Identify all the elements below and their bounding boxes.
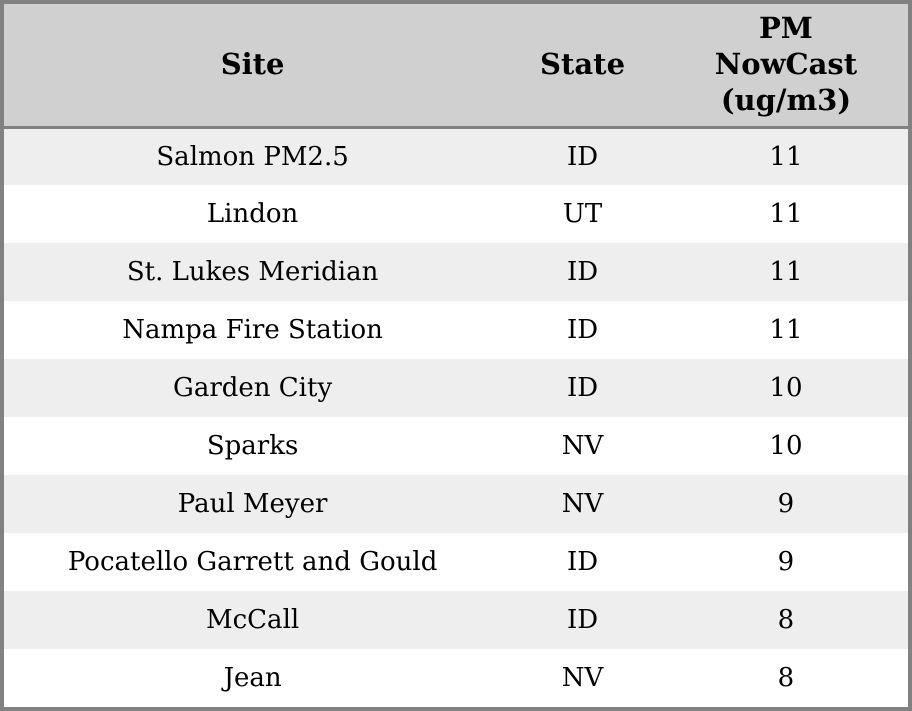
pm-nowcast-cell: 11 <box>769 257 803 287</box>
site-cell: Garden City <box>173 373 333 403</box>
site-cell: Sparks <box>206 431 299 461</box>
state-cell: ID <box>566 605 599 635</box>
table-row <box>4 243 908 301</box>
table-body <box>4 127 908 707</box>
pm-nowcast-cell: 11 <box>769 199 803 229</box>
data-table <box>4 4 908 707</box>
table-row <box>4 649 908 707</box>
site-cell: Nampa Fire Station <box>122 315 383 345</box>
column-header-pm-nowcast <box>664 4 908 127</box>
table-header <box>4 4 908 127</box>
pm-nowcast-cell: 11 <box>769 315 803 345</box>
table-row <box>4 185 908 243</box>
state-cell: ID <box>566 315 599 345</box>
pm-nowcast-cell: 8 <box>777 605 795 635</box>
site-cell: McCall <box>205 605 300 635</box>
table-row <box>4 475 908 533</box>
header-row <box>4 4 908 127</box>
site-cell: Jean <box>223 663 282 693</box>
pm-nowcast-cell: 10 <box>769 373 803 403</box>
site-cell: Pocatello Garrett and Gould <box>67 547 438 577</box>
state-cell: ID <box>566 257 599 287</box>
pm-nowcast-cell: 8 <box>777 663 795 693</box>
state-cell: ID <box>566 141 599 172</box>
site-cell: Salmon PM2.5 <box>156 141 349 172</box>
state-cell: NV <box>561 663 604 693</box>
pm-header-line-1: PM <box>758 10 813 45</box>
table-row <box>4 417 908 475</box>
column-header-state: State <box>501 4 664 127</box>
table-row <box>4 591 908 649</box>
table-row <box>4 359 908 417</box>
pm-nowcast-cell: 10 <box>769 431 803 461</box>
state-cell: NV <box>561 489 604 519</box>
pm-nowcast-cell: 11 <box>769 141 803 172</box>
table-row <box>4 301 908 359</box>
state-cell: ID <box>566 373 599 403</box>
pm-nowcast-cell: 9 <box>777 547 795 577</box>
column-header-site: Site <box>4 4 501 127</box>
site-cell: Paul Meyer <box>177 489 328 519</box>
pm-header-line-2: NowCast <box>714 46 858 81</box>
state-cell: ID <box>566 547 599 577</box>
site-cell: St. Lukes Meridian <box>126 257 379 287</box>
table-row <box>4 127 908 185</box>
site-cell: Lindon <box>206 199 299 229</box>
pm-header-line-3: (ug/m3) <box>720 82 852 117</box>
state-cell: NV <box>561 431 604 461</box>
state-cell: UT <box>562 199 603 229</box>
table-row <box>4 533 908 591</box>
pm-nowcast-cell: 9 <box>777 489 795 519</box>
